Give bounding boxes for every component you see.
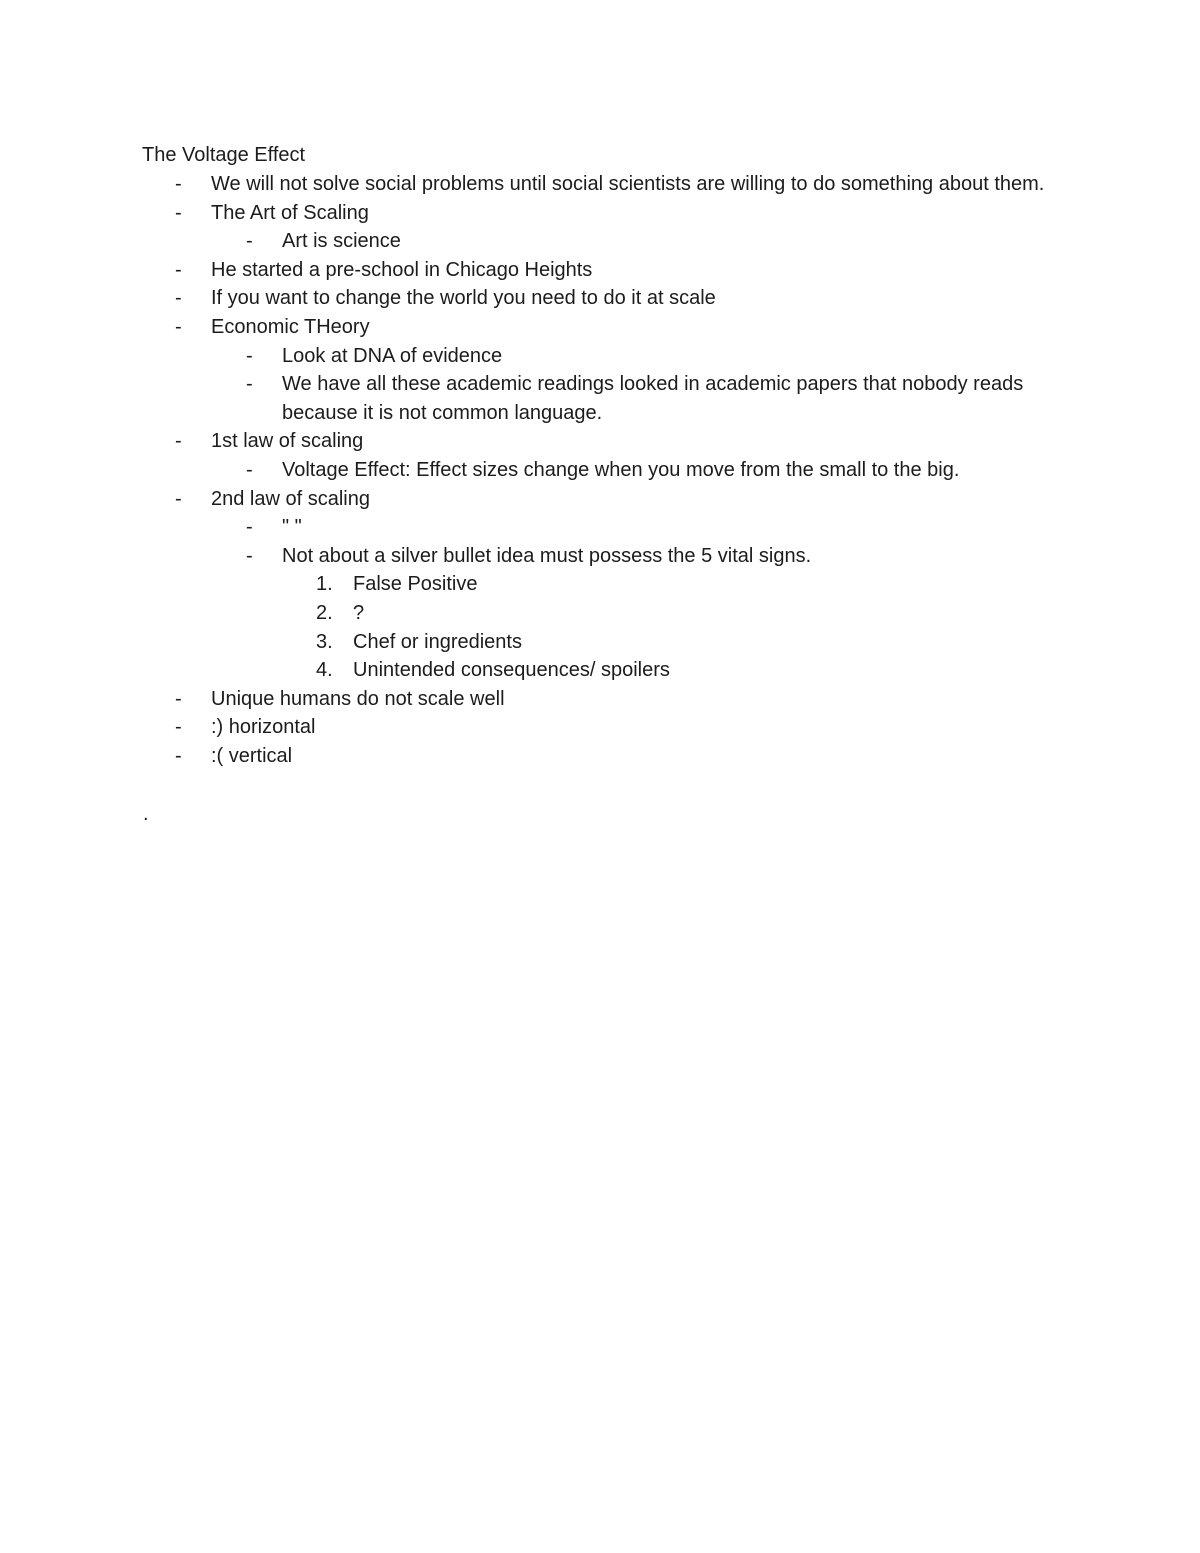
list-item-text: 1st law of scaling — [211, 430, 364, 453]
list-marker: - — [175, 430, 182, 453]
list-marker: - — [246, 544, 253, 567]
list-item-text: The Art of Scaling — [211, 201, 369, 224]
list-item — [0, 485, 1200, 514]
list-item-text: False Positive — [353, 573, 478, 596]
list-item-text: Economic THeory — [211, 315, 370, 338]
list-item-text: Look at DNA of evidence — [282, 344, 503, 367]
list-item — [0, 284, 1200, 313]
list-item-text: :) horizontal — [211, 716, 316, 739]
list-item-text: Art is science — [282, 230, 401, 253]
list-item — [0, 370, 1200, 427]
list-item-text: Not about a silver bullet idea must possess the 5 vital signs. — [282, 544, 812, 567]
list-item — [0, 513, 1200, 542]
list-item-text: He started a pre-school in Chicago Heights — [211, 258, 593, 281]
notes-list — [0, 170, 1200, 770]
document-title: The Voltage Effect — [142, 144, 306, 166]
list-item-text: :( vertical — [211, 744, 293, 767]
list-marker: - — [175, 744, 182, 767]
list-item — [0, 542, 1200, 571]
list-number: 3. — [316, 630, 333, 653]
list-item — [0, 713, 1200, 742]
list-marker: - — [175, 716, 182, 739]
list-item — [0, 342, 1200, 371]
list-item-text: ? — [353, 601, 365, 624]
list-item — [0, 170, 1200, 199]
list-item — [0, 456, 1200, 485]
list-item-text: Chef or ingredients — [353, 630, 522, 653]
list-item-text: Unique humans do not scale well — [211, 687, 505, 710]
list-item — [0, 199, 1200, 228]
numbered-item — [0, 628, 1200, 657]
list-marker: - — [175, 315, 182, 338]
list-item — [0, 256, 1200, 285]
list-number: 4. — [316, 659, 333, 682]
list-item-text: If you want to change the world you need to do it at scale — [211, 287, 716, 310]
list-item-text: Unintended consequences/ spoilers — [353, 659, 670, 682]
list-marker: - — [175, 201, 182, 224]
list-marker: - — [175, 258, 182, 281]
list-marker: - — [246, 516, 253, 539]
list-item-text: 2nd law of scaling — [211, 487, 370, 510]
list-item — [0, 685, 1200, 714]
list-item-text: We will not solve social problems until social scientists are willing to do something about them. — [211, 173, 1045, 195]
list-number: 1. — [316, 573, 333, 596]
list-number: 2. — [316, 601, 333, 624]
list-marker: - — [246, 458, 253, 481]
numbered-item — [0, 570, 1200, 599]
numbered-item — [0, 656, 1200, 685]
trailing-period: . — [143, 803, 149, 825]
numbered-item — [0, 599, 1200, 628]
list-item — [0, 313, 1200, 342]
list-marker: - — [175, 687, 182, 710]
list-marker: - — [175, 173, 182, 195]
list-item — [0, 227, 1200, 256]
list-item-text: We have all these academic readings looked in academic papers that nobody reads because it is not common language. — [282, 373, 1024, 424]
list-item — [0, 427, 1200, 456]
list-marker: - — [246, 230, 253, 253]
list-marker: - — [246, 344, 253, 367]
list-item — [0, 742, 1200, 771]
list-marker: - — [175, 487, 182, 510]
list-item-text: Voltage Effect: Effect sizes change when you move from the small to the big. — [282, 458, 960, 481]
list-item-text: " " — [282, 516, 302, 539]
list-marker: - — [175, 287, 182, 310]
list-marker: - — [246, 373, 253, 396]
